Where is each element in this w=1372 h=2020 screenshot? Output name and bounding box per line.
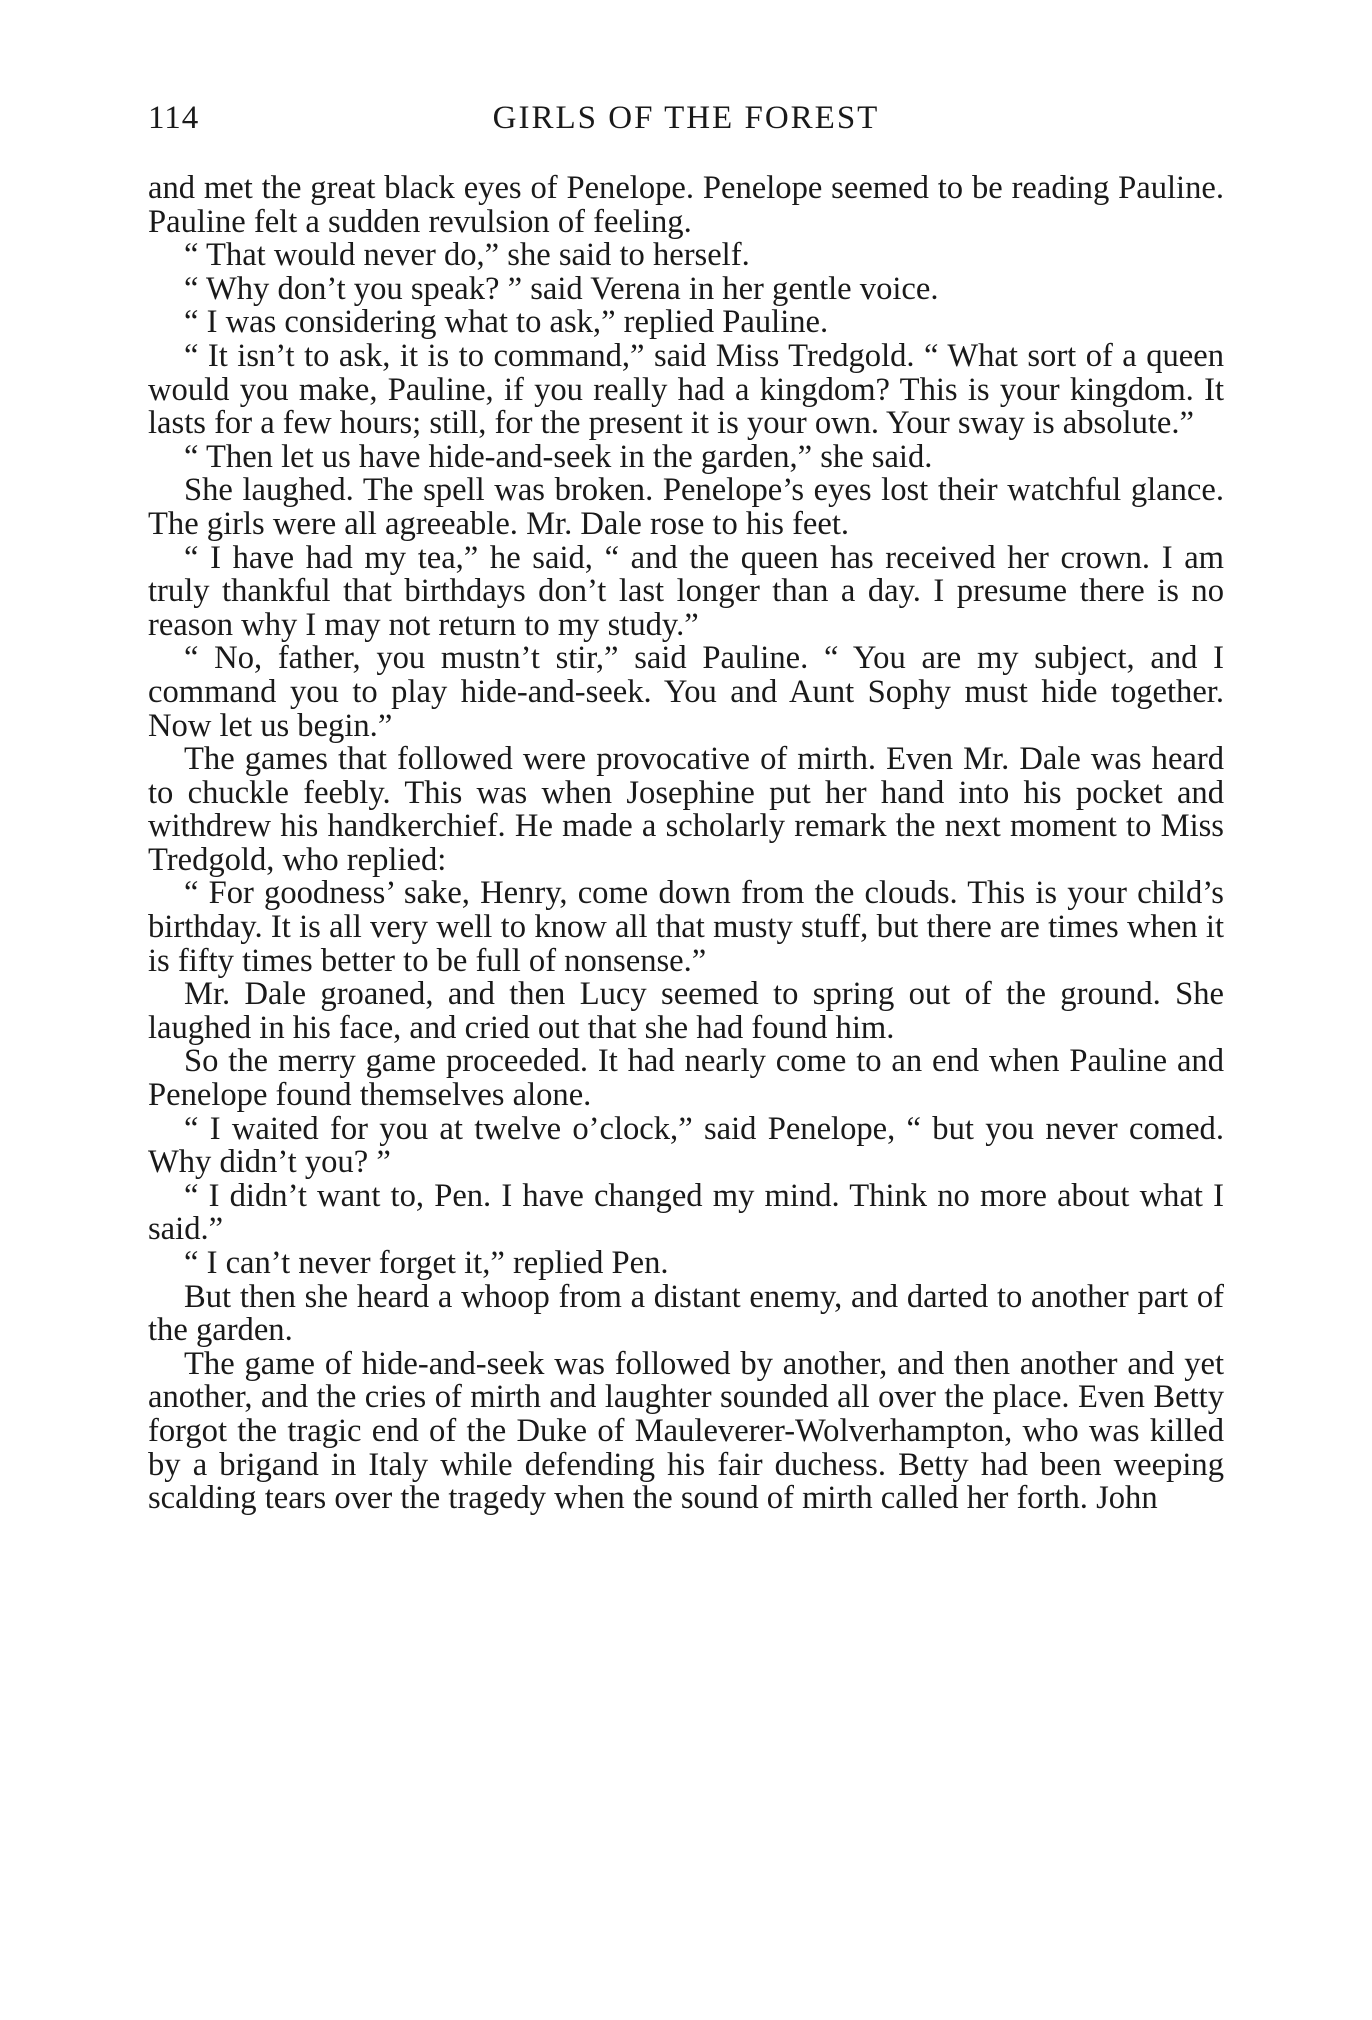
paragraph: “ No, father, you mustn’t stir,” said Pauline. “ You are my subject, and I command you to play hide-and-seek. You and Aunt Sophy must hide together. Now let us begin.” [148, 640, 1224, 744]
paragraph: “ It isn’t to ask, it is to command,” said Miss Tredgold. “ What sort of a queen would you make, Pauline, if you really had a kingdom? This is your kingdom. It lasts for a few hours; still, for the present it is your own. Your sway is absolute.” [148, 337, 1224, 442]
paragraph: “ That would never do,” she said to herself. [184, 237, 750, 274]
paragraph: But then she heard a whoop from a distant enemy, and darted to another part of the garden. [148, 1278, 1224, 1349]
page-header [148, 100, 1224, 150]
book-page [148, 100, 1224, 1516]
paragraph: “ I didn’t want to, Pen. I have changed my mind. Think no more about what I said.” [148, 1177, 1224, 1248]
paragraph: The game of hide-and-seek was followed by another, and then another and yet another, and the cries of mirth and laughter sounded all over the place. Even Betty forgot the tragic end of the Duke of Mauleverer-Wolverhampton, who was killed by a brigand in Italy while defending his fair duchess. Betty had been weeping scalding tears over the tragedy when the sound of mirth called her forth. John [148, 1345, 1224, 1517]
paragraph: “ I waited for you at twelve o’clock,” said Penelope, “ but you never comed. Why didn’t you? ” [148, 1110, 1224, 1181]
paragraph: The games that followed were provocative of mirth. Even Mr. Dale was heard to chuckle feebly. This was when Josephine put her hand into his pocket and withdrew his handkerchief. He made a scholarly remark the next moment to Miss Tredgold, who replied: [148, 741, 1224, 878]
paragraph: “ For goodness’ sake, Henry, come down from the clouds. This is your child’s birthday. It is all very well to know all that musty stuff, but there are times when it is fifty times better to be full of nonsense.” [148, 875, 1224, 979]
paragraph: Mr. Dale groaned, and then Lucy seemed to spring out of the ground. She laughed in his face, and cried out that she had found him. [148, 976, 1224, 1046]
paragraph: and met the great black eyes of Penelope. Penelope seemed to be reading Pauline. Pauline felt a sudden revulsion of feeling. [148, 170, 1224, 240]
paragraph: “ I can’t never forget it,” replied Pen. [184, 1245, 669, 1281]
paragraph: So the merry game proceeded. It had nearly come to an end when Pauline and Penelope found themselves alone. [148, 1043, 1224, 1114]
paragraph: “ I have had my tea,” he said, “ and the queen has received her crown. I am truly thankful that birthdays don’t last longer than a day. I presume there is no reason why I may not return to my study.” [148, 539, 1224, 643]
paragraph: “ Then let us have hide-and-seek in the garden,” she said. [184, 438, 933, 475]
body-text [148, 172, 1224, 1516]
page-number: 114 [148, 100, 200, 136]
running-title: GIRLS OF THE FOREST [492, 100, 880, 136]
paragraph: “ Why don’t you speak? ” said Verena in her gentle voice. [184, 270, 939, 307]
paragraph: She laughed. The spell was broken. Penelope’s eyes lost their watchful glance. The girls were all agreeable. Mr. Dale rose to his feet. [148, 472, 1224, 542]
paragraph: “ I was considering what to ask,” replied Pauline. [184, 304, 829, 341]
